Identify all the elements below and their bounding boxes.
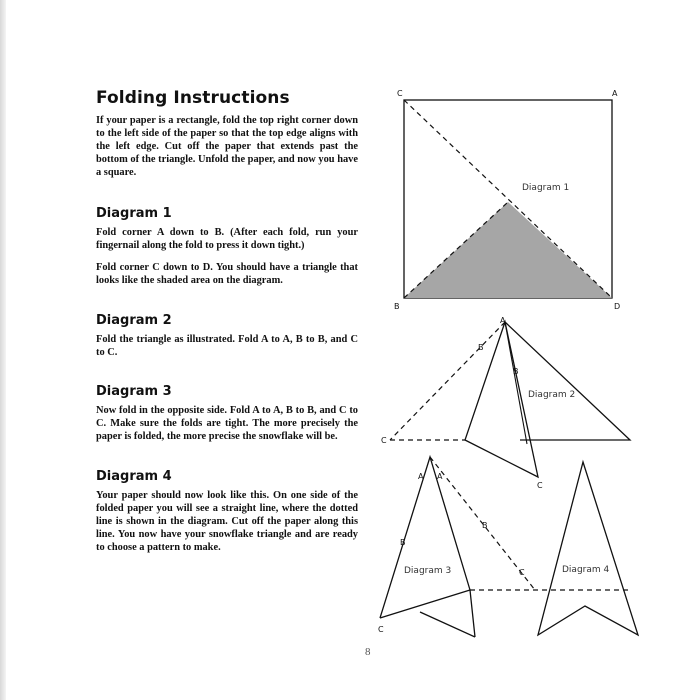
section-paragraph: Fold corner C down to D. You should have a triangle that looks like the shaded area on the diagram. (96, 262, 358, 286)
label-b: B (394, 302, 400, 311)
section-paragraph: Fold corner A down to B. (After each fold, run your fingernail along the fold to press it down tight.) (96, 227, 358, 251)
label-c: C (537, 481, 543, 490)
label-b: B (478, 343, 484, 352)
diagram-3 (378, 457, 542, 637)
label-b: B (400, 538, 406, 547)
diagram-2-caption: Diagram 2 (528, 390, 576, 400)
section-heading: Diagram 4 (96, 469, 172, 484)
fold-label-b: B (482, 521, 488, 530)
section-heading: Diagram 2 (96, 313, 172, 328)
diagram-4-caption: Diagram 4 (562, 565, 610, 575)
folded-shape-outline (380, 457, 475, 637)
label-a: A (500, 316, 506, 325)
diagram-4 (538, 462, 638, 635)
fold-label-a: A (437, 472, 443, 481)
page-title: Folding Instructions (96, 88, 290, 108)
label-c: C (381, 436, 387, 445)
label-a: A (418, 472, 424, 481)
section-paragraph: Now fold in the opposite side. Fold A to A, B to B, and C to C. Make sure the folds are tight. The more precisely the paper is folded, the more precise the snowflake will be. (96, 405, 358, 442)
triangle-outline (505, 322, 630, 440)
diagram-1 (394, 89, 620, 311)
label-a: A (612, 89, 618, 98)
diagram-2 (381, 316, 630, 490)
fold-line-left (390, 322, 505, 440)
section-heading: Diagram 1 (96, 206, 172, 221)
label-b: B (513, 367, 519, 376)
page-number: 8 (365, 646, 371, 658)
label-c: C (397, 89, 403, 98)
folded-shape-flap (420, 612, 475, 637)
diagram-1-caption: Diagram 1 (522, 183, 570, 193)
section-paragraph: Your paper should now look like this. On one side of the folded paper you will see a straight line, where the dotted line is shown in the diagram. Cut off the paper along this line. You now have your snowflake triangle and are ready to choose a pattern to make. (96, 490, 358, 553)
intro-paragraph: If your paper is a rectangle, fold the top right corner down to the left side of the paper so that the top edge aligns with the left edge. Cut off the paper that extends past the bottom of the triangle. Unfold the paper, and now you have a square. (96, 115, 358, 178)
section-heading: Diagram 3 (96, 384, 172, 399)
diagram-3-caption: Diagram 3 (404, 566, 452, 576)
label-c: C (378, 625, 384, 634)
section-paragraph: Fold the triangle as illustrated. Fold A to A, B to B, and C to C. (96, 334, 358, 358)
label-d: D (614, 302, 621, 311)
fold-label-c: C (519, 568, 525, 577)
snowflake-triangle (538, 462, 638, 635)
shaded-triangle (404, 202, 612, 298)
